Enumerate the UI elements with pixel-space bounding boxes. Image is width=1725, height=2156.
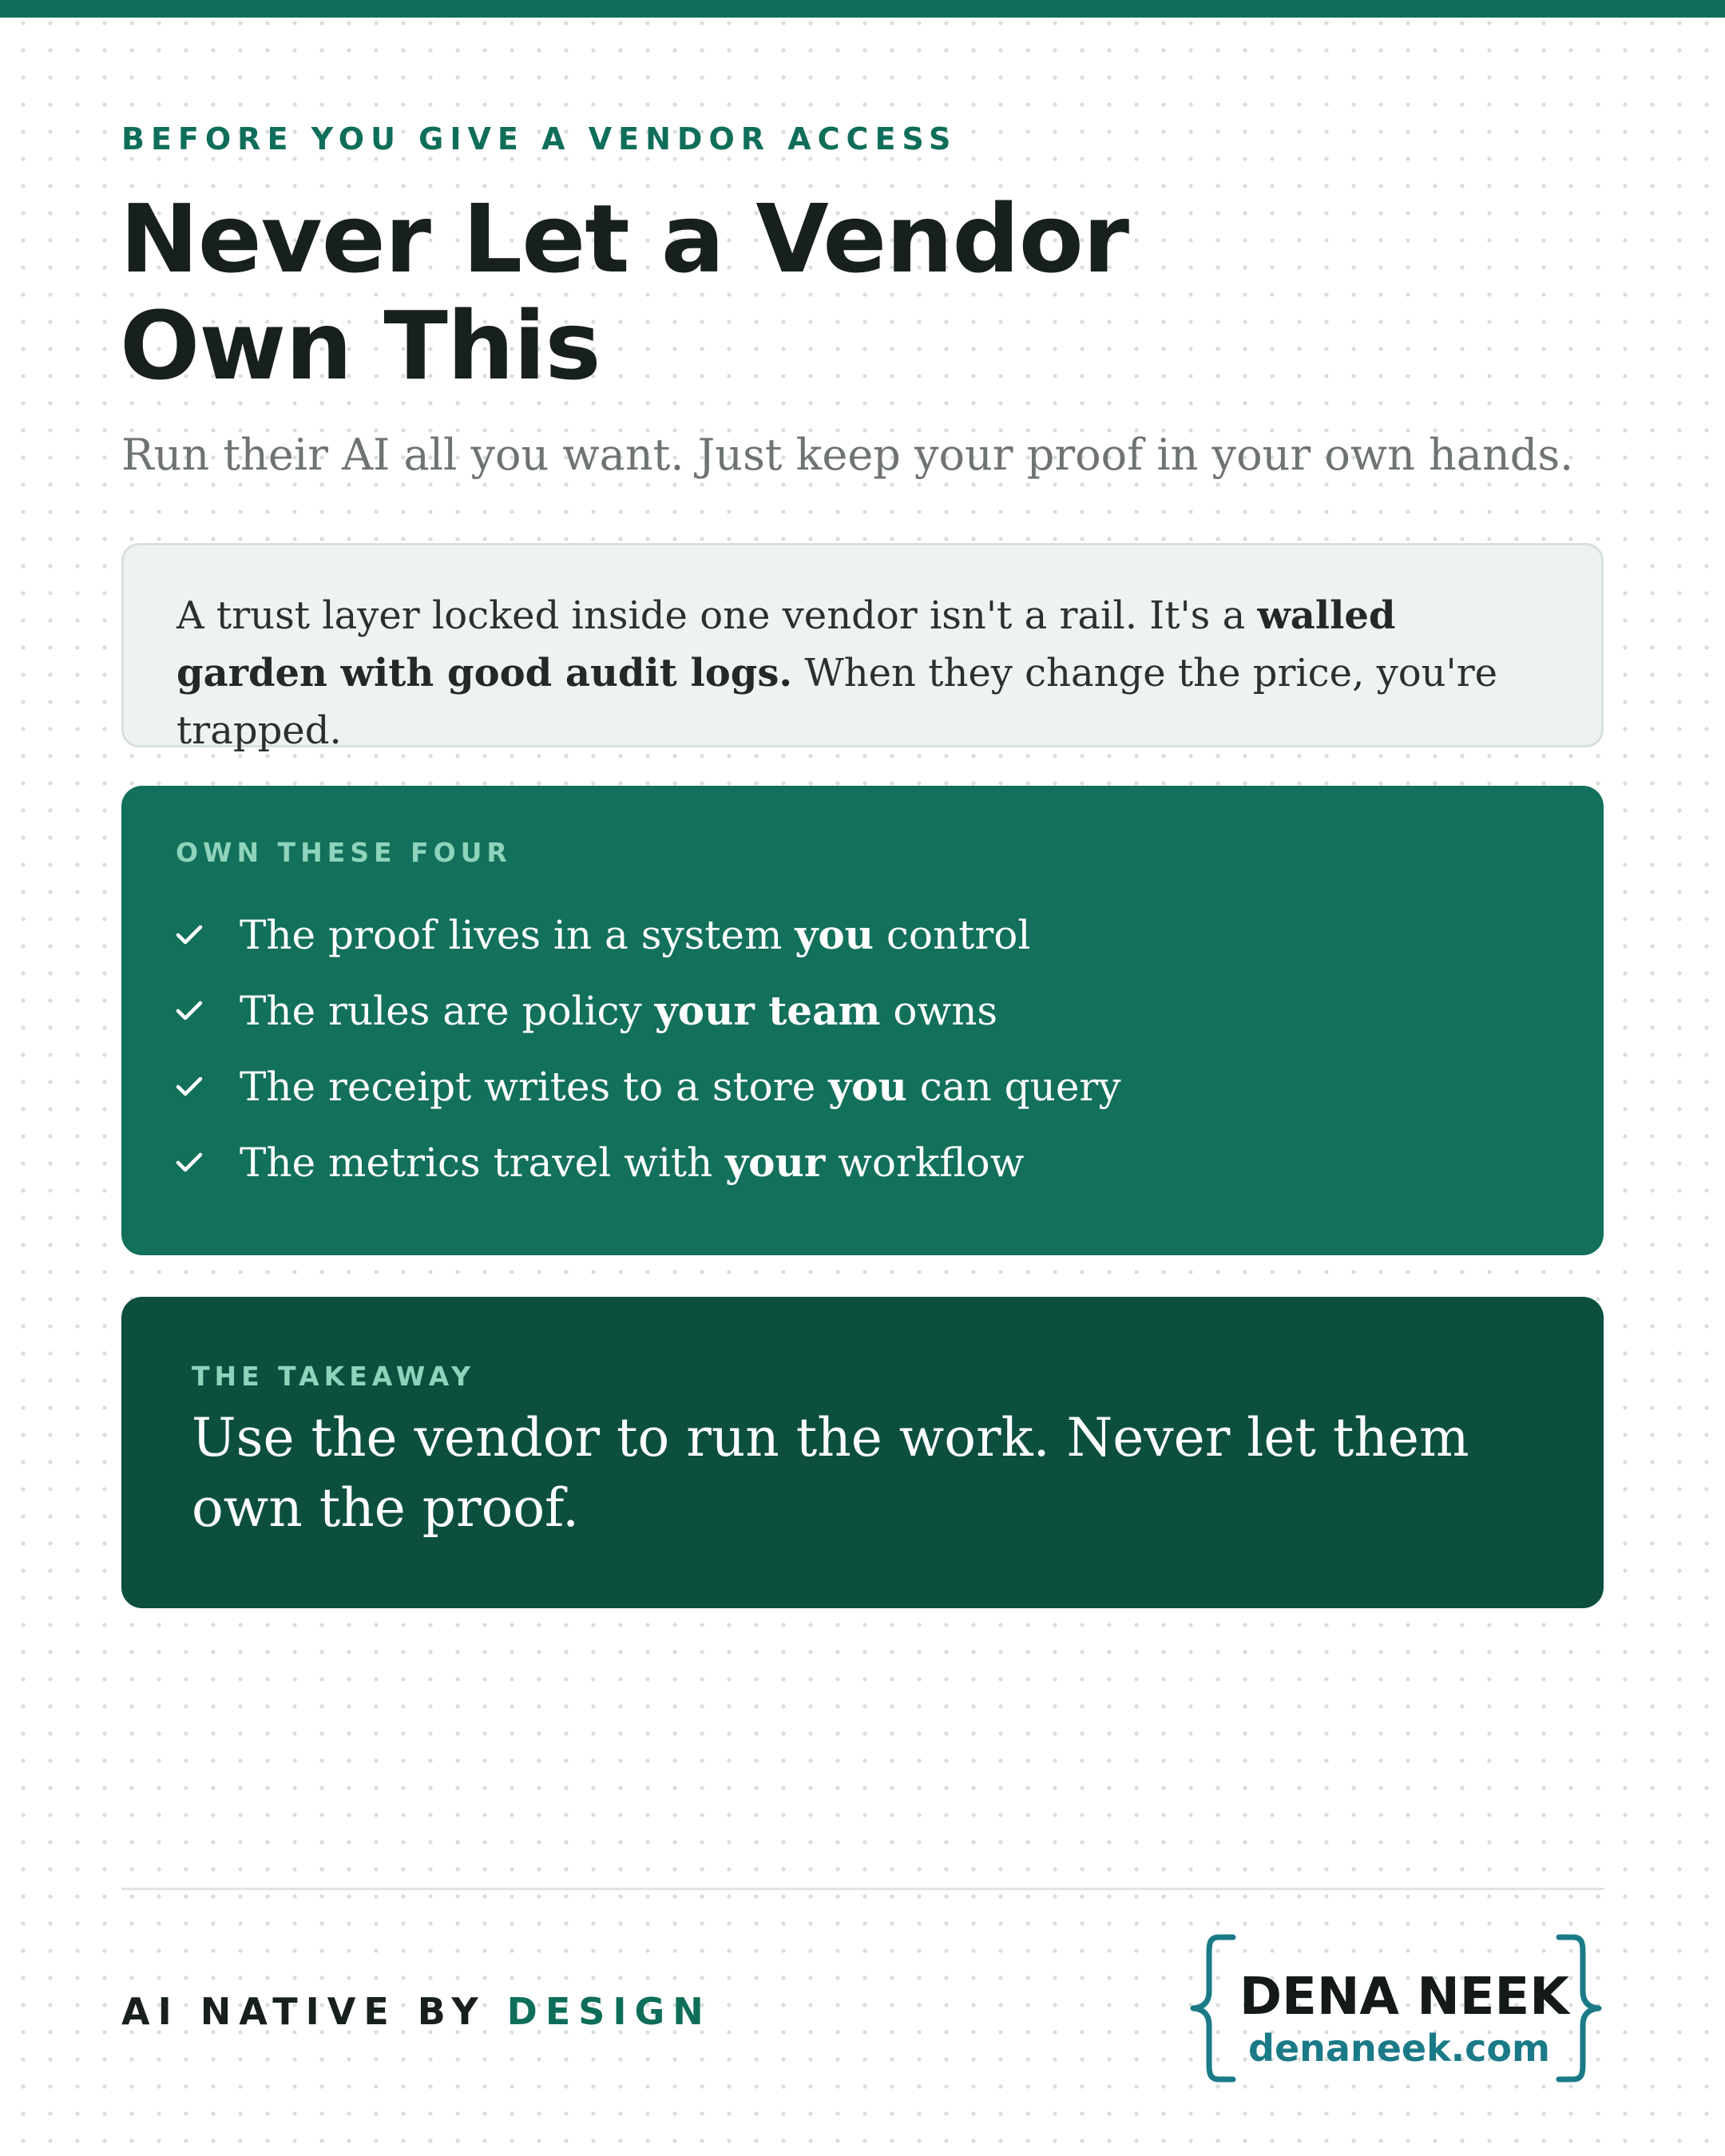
eyebrow-label: BEFORE YOU GIVE A VENDOR ACCESS	[121, 121, 958, 157]
page-title	[120, 185, 1398, 399]
logo-name: DENA NEEK	[1239, 1968, 1569, 2027]
note-text-start: A trust layer locked inside one vendor isn't a rail. It's a	[176, 593, 1258, 638]
checklist	[176, 897, 1551, 1200]
takeaway-label: THE TAKEAWAY	[192, 1361, 476, 1392]
footer-divider	[121, 1888, 1604, 1890]
note-text-emphasis: walled garden with good audit logs.	[176, 593, 1396, 696]
own-section-label: OWN THESE FOUR	[176, 837, 512, 868]
brand-tagline-accent: DESIGN	[506, 1990, 712, 2033]
right-brace-icon	[1556, 1932, 1604, 2084]
page-title-line-2: Own This	[120, 291, 601, 401]
logo-url[interactable]: denaneek.com	[1248, 2027, 1550, 2070]
takeaway-text: Use the vendor to run the work. Never let them own the proof.	[192, 1407, 1469, 1539]
checkmark-icon	[176, 1001, 220, 1021]
checklist-item	[176, 1048, 1551, 1124]
dena-neek-logo[interactable]	[1188, 1932, 1604, 2084]
page-title-line-1: Never Let a Vendor	[120, 184, 1129, 294]
top-accent-bar	[0, 0, 1725, 18]
takeaway-card	[121, 1297, 1604, 1608]
left-brace-icon	[1188, 1932, 1236, 2084]
checklist-item-text: The rules are policy your team owns	[240, 987, 998, 1034]
checkmark-icon	[176, 925, 220, 945]
checklist-item	[176, 1124, 1551, 1200]
checklist-item	[176, 897, 1551, 973]
checkmark-icon	[176, 1152, 220, 1173]
checklist-item-text: The metrics travel with your workflow	[240, 1139, 1025, 1186]
note-card	[121, 543, 1604, 753]
page-subtitle: Run their AI all you want. Just keep your proof in your own hands.	[121, 430, 1574, 480]
brand-tagline	[121, 1990, 712, 2033]
checklist-item-text: The receipt writes to a store you can query	[240, 1063, 1121, 1110]
checkmark-icon	[176, 1076, 220, 1097]
brand-tagline-plain: AI NATIVE BY	[121, 1990, 507, 2033]
checklist-item-text: The proof lives in a system you control	[240, 911, 1031, 958]
own-these-four-card	[121, 786, 1604, 1255]
note-text-end: When they change the price, you're trapped.	[176, 651, 1498, 753]
checklist-item	[176, 973, 1551, 1048]
